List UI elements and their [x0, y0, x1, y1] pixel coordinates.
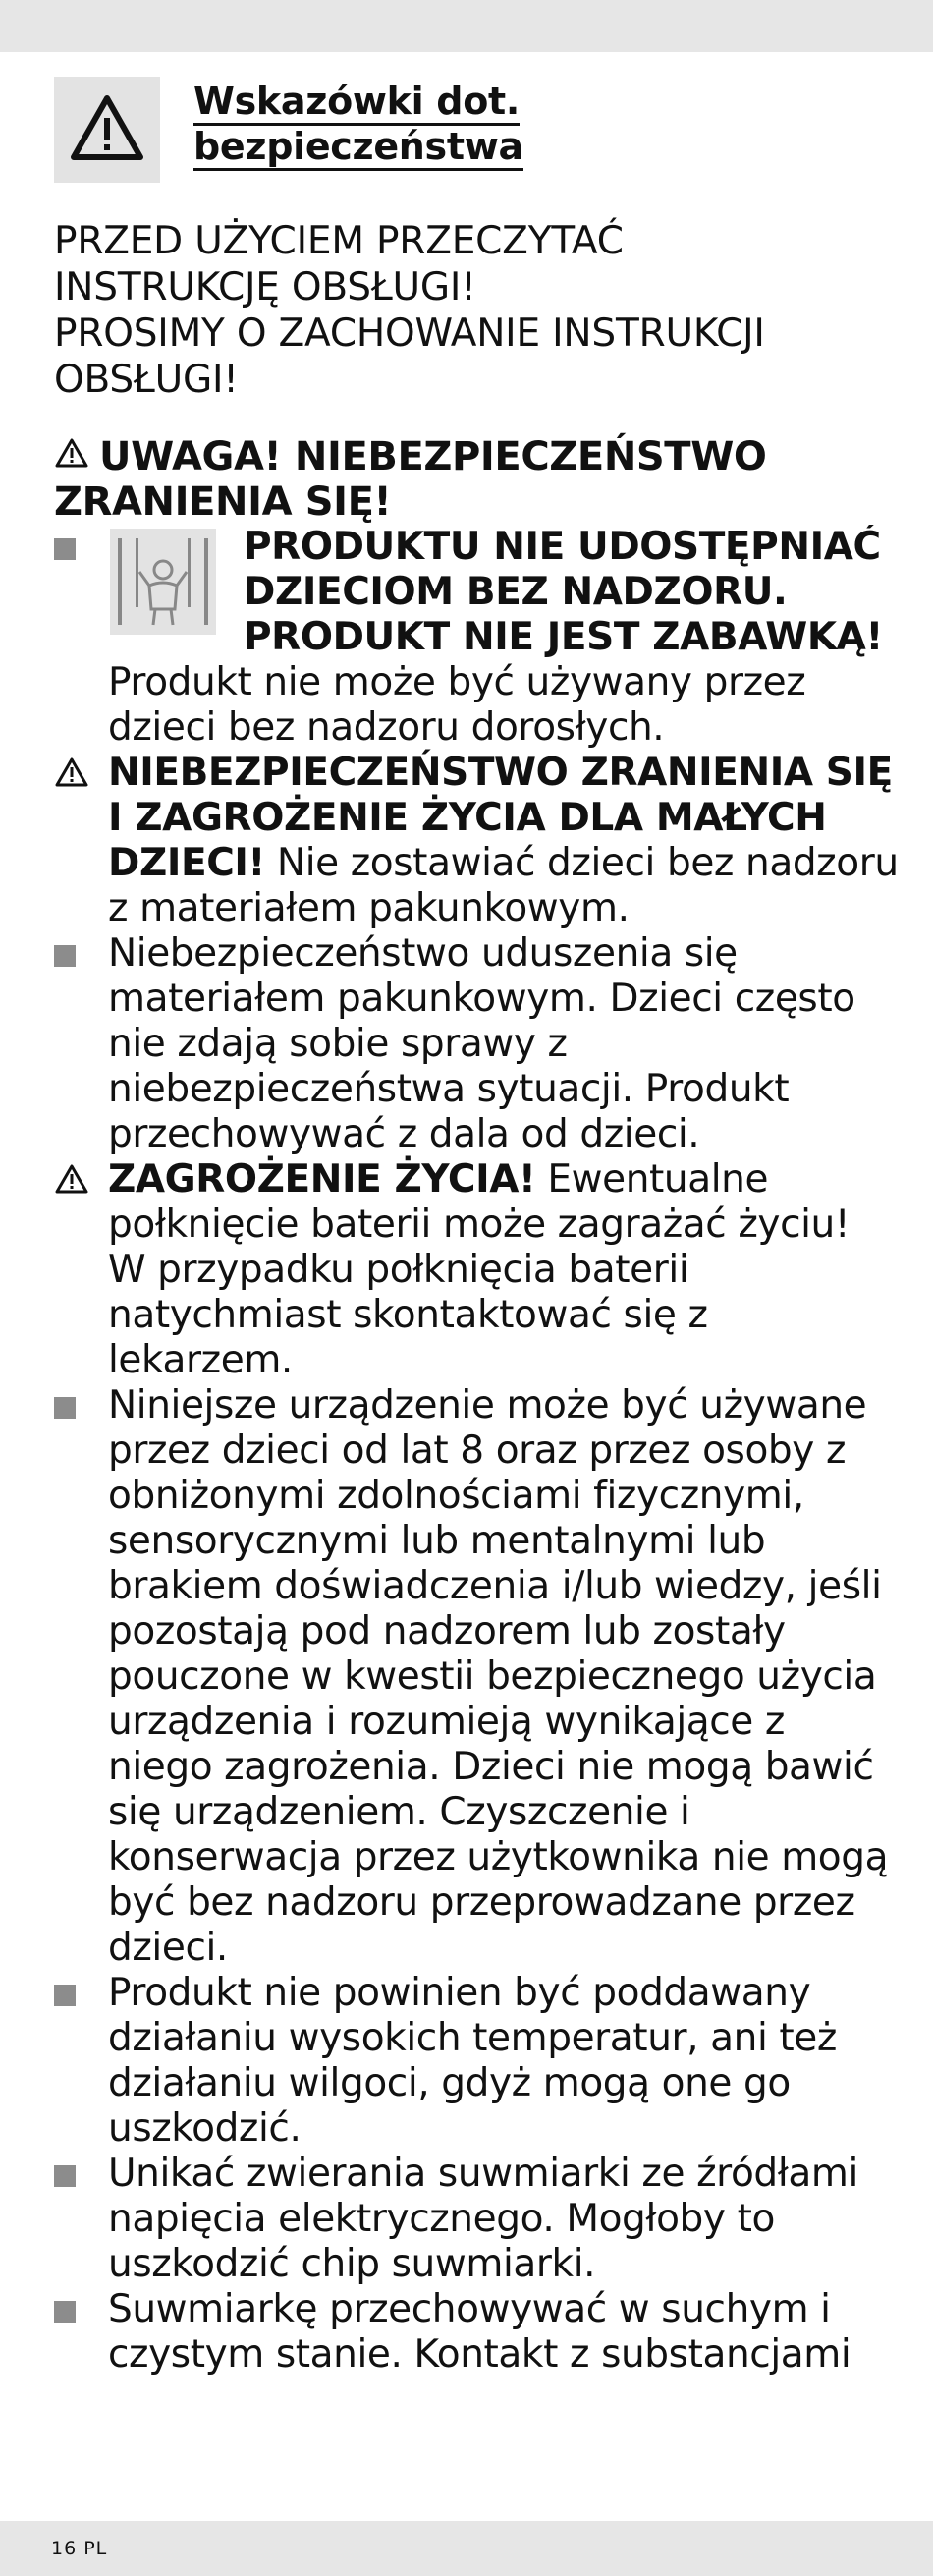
item-text: Unikać zwierania suwmiarki ze źródłami napięcia elektrycznego. Mogłoby to uszkodzić chip suwmiarki. [108, 2152, 858, 2286]
item-bold-text: PRODUKTU NIE UDOSTĘPNIAĆ DZIECIOM BEZ NADZORU. PRODUKT NIE JEST ZABAWKĄ! [244, 525, 883, 659]
list-item [54, 1971, 899, 2152]
warning-triangle-icon [54, 756, 89, 788]
list-item [54, 1157, 899, 1383]
warning-triangle-icon [54, 77, 160, 183]
item-bold-text: ZAGROŻENIE ŻYCIA! [108, 1157, 536, 1202]
item-text: Produkt nie powinien być poddawany działaniu wysokich temperatur, ani też działaniu wilgoci, gdyż mogą one go uszkodzić. [108, 1971, 837, 2151]
bullet-square-icon [54, 2301, 76, 2323]
warning-triangle-icon [54, 1163, 89, 1195]
list-item [54, 1383, 899, 1971]
intro-notice [54, 218, 908, 403]
item-text: Ewentualne połknięcie baterii może zagrażać życiu! W przypadku połknięcia baterii natychmiast skontaktować się z lekarzem. [108, 1157, 851, 1382]
bullet-square-icon [54, 538, 76, 560]
footer-bar [0, 2521, 933, 2576]
bullet-square-icon [54, 2165, 76, 2187]
item-text: Niebezpieczeństwo uduszenia się materiałem pakunkowym. Dzieci często nie zdają sobie sprawy z niebezpieczeństwa sytuacji. Produkt przechowywać z dala od dzieci. [108, 931, 855, 1156]
warning-heading [54, 434, 899, 525]
item-text: Produkt nie może być używany przez dzieci bez nadzoru dorosłych. [108, 660, 806, 750]
bullet-square-icon [54, 1397, 76, 1419]
warning-heading-text: UWAGA! NIEBEZPIECZEŃSTWO ZRANIENIA SIĘ! [54, 434, 767, 525]
bullet-square-icon [54, 1985, 76, 2006]
item-text: Suwmiarkę przechowywać w suchym i czystym stanie. Kontakt z substancjami [108, 2287, 851, 2377]
top-bar [0, 0, 933, 52]
list-item [54, 751, 899, 931]
intro-line: PRZED UŻYCIEM PRZECZYTAĆ [54, 219, 624, 263]
intro-line: OBSŁUGI! [54, 358, 239, 402]
intro-line: PROSIMY O ZACHOWANIE INSTRUKCJI [54, 311, 765, 356]
page-number: 16 PL [51, 2538, 108, 2559]
item-text: Niniejsze urządzenie może być używane przez dzieci od lat 8 oraz przez osoby z obniżonymi zdolnościami fizycznymi, sensorycznymi lub mentalnymi lub brakiem doświadczenia i/lub wiedzy, jeśli pozostają pod nadzorem lub zostały pouczone w kwestii bezpiecznego użycia urządzenia i rozumieją wynikające z niego zagrożenia. Dzieci nie mogą bawić się urządzeniem. Czyszczenie i konserwacja przez użytkownika nie mogą być bez nadzoru przeprowadzane przez dzieci. [108, 1383, 889, 1970]
list-item [54, 2287, 899, 2378]
section-title-line1: Wskazówki dot. [193, 80, 520, 126]
section-title-line2: bezpieczeństwa [193, 125, 523, 171]
child-icon [110, 529, 216, 635]
list-item [54, 2152, 899, 2287]
safety-content [54, 434, 899, 2378]
item-bold-text: NIEBEZPIECZEŃSTWO ZRANIENIA SIĘ I ZAGROŻENIE ŻYCIA DLA MAŁYCH DZIECI! [108, 751, 893, 885]
list-item [54, 931, 899, 1157]
intro-line: INSTRUKCJĘ OBSŁUGI! [54, 265, 476, 309]
item-text: Nie zostawiać dzieci bez nadzoru z materiałem pakunkowym. [108, 841, 899, 930]
bullet-square-icon [54, 945, 76, 967]
section-title [193, 79, 743, 169]
list-item [54, 525, 899, 751]
warning-triangle-icon [54, 437, 89, 469]
